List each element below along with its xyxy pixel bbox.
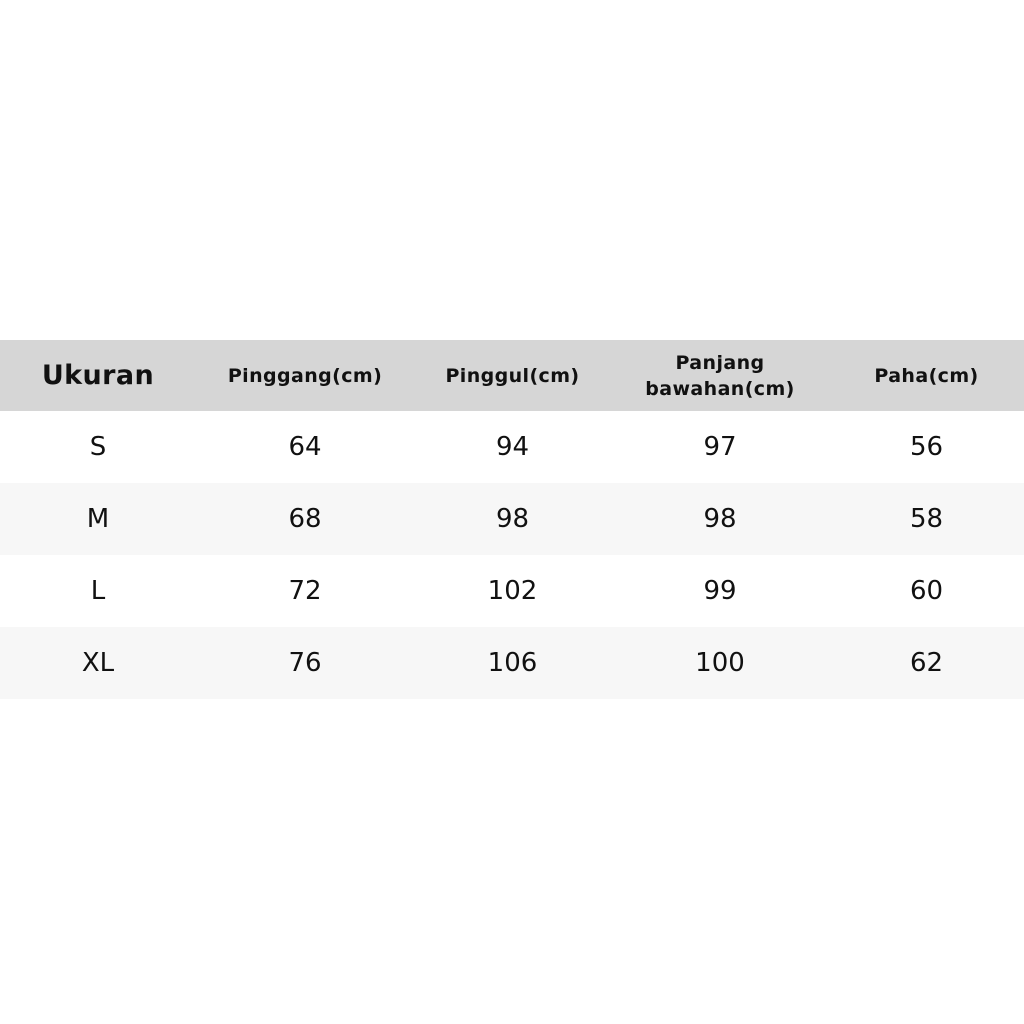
size-cell: S <box>89 432 107 462</box>
thigh-cell: 60 <box>909 576 944 606</box>
thigh-cell: 62 <box>909 648 944 678</box>
header-waist: Pinggang(cm) <box>227 364 383 387</box>
waist-cell: 72 <box>288 576 322 606</box>
hip-cell: 102 <box>487 576 538 606</box>
table-row <box>0 411 1024 483</box>
thigh-cell: 56 <box>909 432 944 462</box>
table-header-row <box>0 340 1024 411</box>
waist-cell: 64 <box>288 432 322 462</box>
length-cell: 100 <box>695 648 745 678</box>
size-cell: L <box>90 576 106 606</box>
header-thigh: Paha(cm) <box>874 364 979 387</box>
hip-cell: 94 <box>495 432 530 462</box>
size-cell: XL <box>81 648 115 678</box>
table-row <box>0 555 1024 627</box>
length-cell: 97 <box>703 432 737 462</box>
waist-cell: 76 <box>288 648 322 678</box>
table-row <box>0 627 1024 699</box>
size-cell: M <box>86 504 110 534</box>
table-row <box>0 483 1024 555</box>
length-cell: 98 <box>703 504 737 534</box>
header-hip: Pinggul(cm) <box>445 364 580 387</box>
hip-cell: 106 <box>487 648 538 678</box>
thigh-cell: 58 <box>909 504 944 534</box>
header-length: Panjang bawahan(cm) <box>645 351 795 400</box>
hip-cell: 98 <box>495 504 530 534</box>
waist-cell: 68 <box>288 504 322 534</box>
length-cell: 99 <box>703 576 737 606</box>
size-chart-table <box>0 340 1024 699</box>
header-size: Ukuran <box>41 359 155 391</box>
